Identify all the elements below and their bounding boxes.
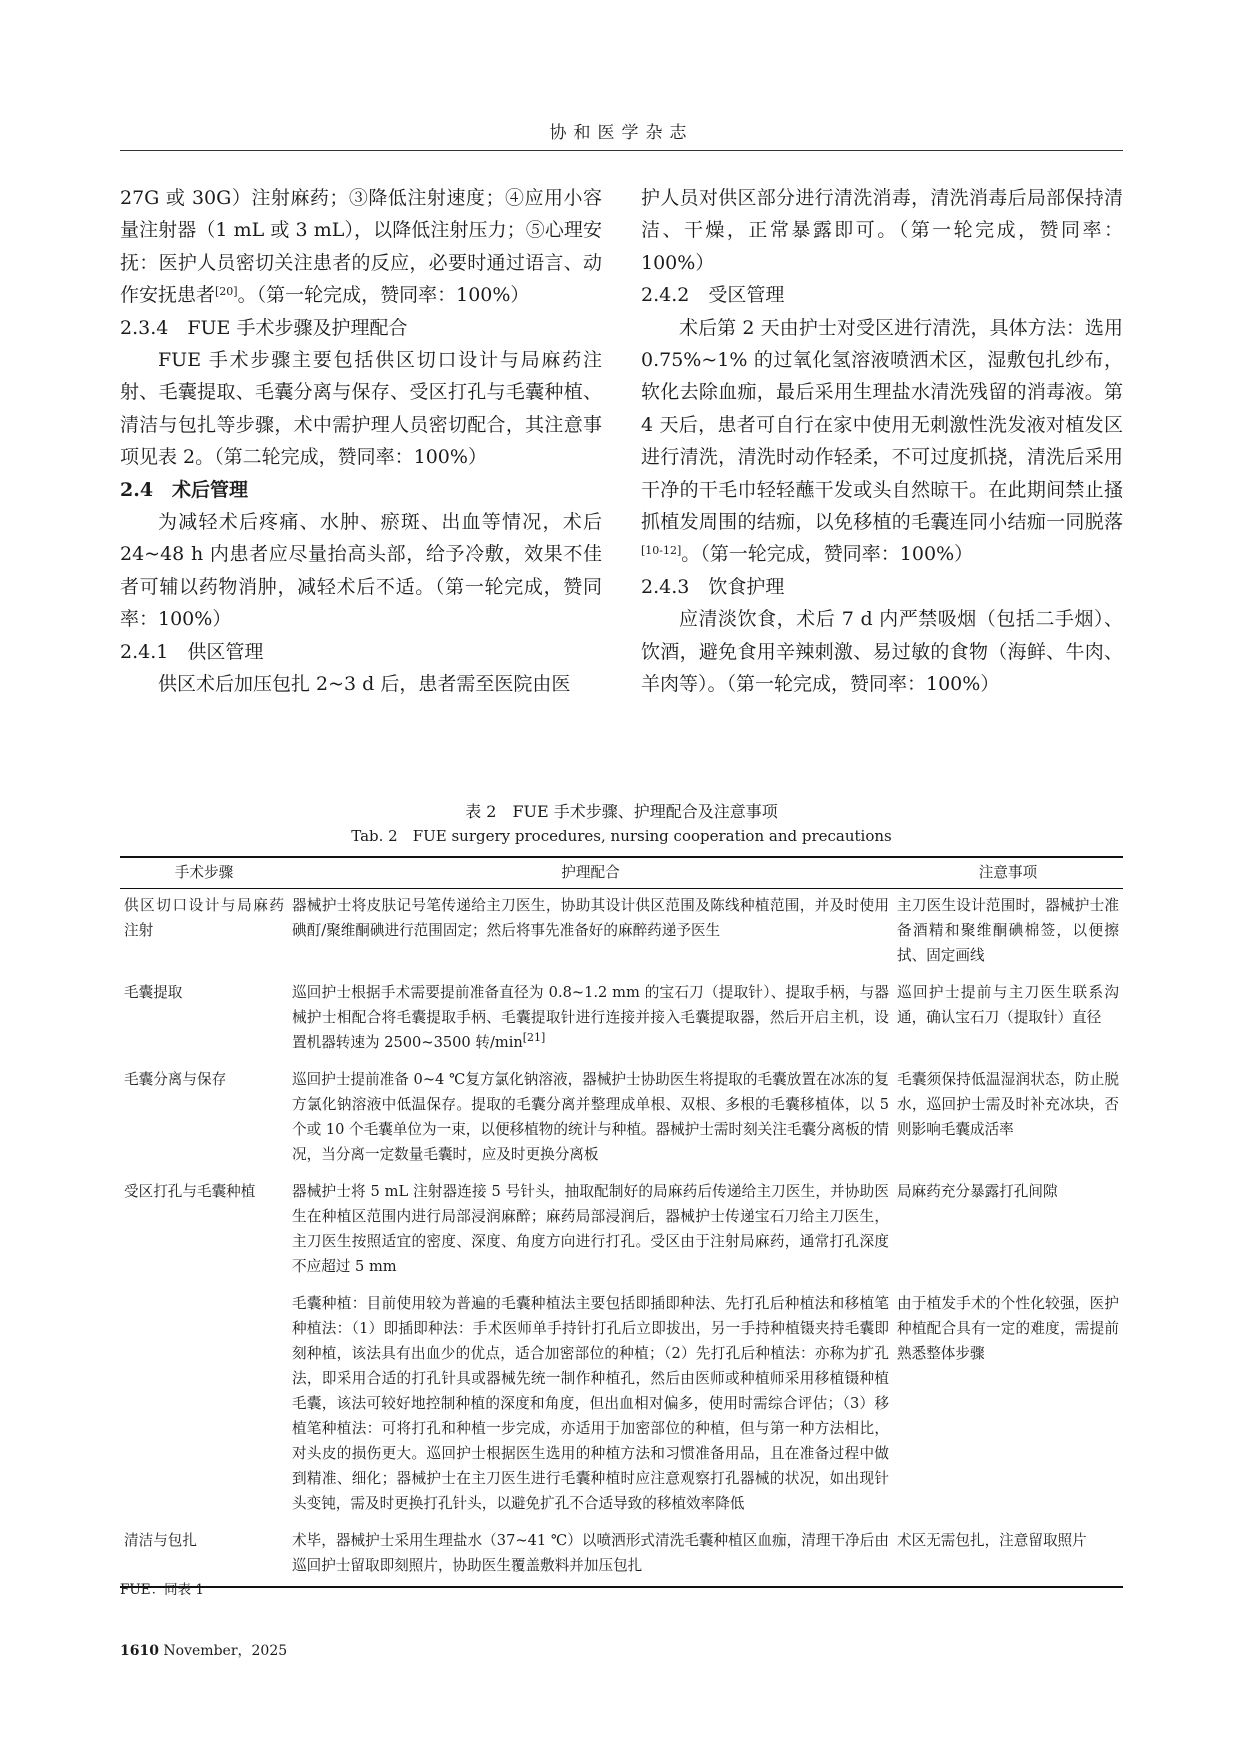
running-header: 协和医学杂志 bbox=[549, 123, 694, 143]
right-column bbox=[641, 182, 1123, 701]
precaution-cell: 术区无需包扎，注意留取照片 bbox=[893, 1524, 1123, 1587]
citation: [21] bbox=[522, 1031, 546, 1044]
citation: [20] bbox=[215, 285, 238, 299]
page-number: 1610 bbox=[120, 1643, 159, 1659]
paragraph: 应清淡饮食，术后 7 d 内严禁吸烟（包括二手烟）、饮酒，避免食用辛辣刺激、易过敏的食物（海鲜、牛肉、羊肉等）。（第一轮完成，赞同率：100%） bbox=[641, 608, 1123, 696]
cooperation-cell: 器械护士将 5 mL 注射器连接 5 号针头，抽取配制好的局麻药后传递给主刀医生，并协助医生在种植区范围内进行局部浸润麻醉；麻药局部浸润后，器械护士传递宝石刀给主刀医生，主刀医生按照适宜的密度、深度、角度方向进行打孔。受区由于注射局麻药，通常打孔深度不应超过 5 mm bbox=[292, 1183, 889, 1275]
issue-date: November，2025 bbox=[163, 1643, 288, 1659]
cell-text: 巡回护士根据手术需要提前准备直径为 0.8~1.2 mm 的宝石刀（提取针）、提取手柄，与器械护士相配合将毛囊提取手柄、毛囊提取针进行连接并接入毛囊提取器，然后开启主机，设置机器转速为 2500~3500 转/min bbox=[292, 984, 889, 1051]
table-header-row bbox=[120, 857, 1123, 889]
precaution-cell: 局麻药充分暴露打孔间隙 bbox=[897, 1183, 1058, 1200]
paragraph-text: 27G 或 30G）注射麻药；③降低注射速度；④应用小容量注射器（1 mL 或 3 mL），以降低注射压力；⑤心理安抚：医护人员密切关注患者的反应，必要时通过语言、动作安抚患者 bbox=[120, 187, 602, 307]
table-row bbox=[120, 1524, 1123, 1587]
column-header: 护理配合 bbox=[288, 857, 893, 889]
paragraph-text: 。（第一轮完成，赞同率：100%） bbox=[681, 543, 974, 566]
paragraph-text: 。（第一轮完成，赞同率：100%） bbox=[237, 284, 530, 307]
paragraph bbox=[120, 182, 602, 312]
paragraph: 护人员对供区部分进行清洗消毒，清洗消毒后局部保持清洁、干燥，正常暴露即可。（第一轮完成，赞同率：100%） bbox=[641, 187, 1123, 274]
table-2 bbox=[120, 856, 1123, 1588]
table-title-en: Tab. 2 FUE surgery procedures, nursing cooperation and precautions bbox=[351, 827, 892, 845]
paragraph-text: 术后第 2 天由护士对受区进行清洗，具体方法：选用 0.75%~1% 的过氧化氢溶液喷洒术区，湿敷包扎纱布，软化去除血痂，最后采用生理盐水清洗残留的消毒液。第 4 天后，患者可自行在家中使用无刺激性洗发液对植发区进行清洗，清洗时动作轻柔，不可过度抓挠，清洗后采用干净的干毛巾轻轻蘸干发或头自然晾干。在此期间禁止搔抓植发周围的结痂，以免移植的毛囊连同小结痂一同脱落 bbox=[641, 316, 1123, 534]
cooperation-cell: 巡回护士提前准备 0~4 ℃复方氯化钠溶液，器械护士协助医生将提取的毛囊放置在冰冻的复方氯化钠溶液中低温保存。提取的毛囊分离并整理成单根、双根、多根的毛囊移植体，以 5 个或 10 个毛囊单位为一束，以便移植物的统计与种植。器械护士需时刻关注毛囊分离板的情况，当分离一定数量毛囊时，应及时更换分离板 bbox=[292, 1071, 890, 1163]
cooperation-cell: 器械护士将皮肤记号笔传递给主刀医生，协助其设计供区范围及陈线种植范围，并及时使用碘酊/聚维酮碘进行范围固定；然后将事先准备好的麻醉药递予医生 bbox=[292, 897, 889, 939]
table-row bbox=[120, 1175, 1123, 1287]
column-header: 手术步骤 bbox=[120, 857, 288, 889]
table-row bbox=[120, 976, 1123, 1063]
precaution-cell: 主刀医生设计范围时，器械护士准备酒精和聚维酮碘棉签，以便擦拭、固定画线 bbox=[897, 897, 1119, 964]
section-heading-2-4: 2.4 术后管理 bbox=[120, 478, 249, 501]
column-header: 注意事项 bbox=[893, 857, 1123, 889]
citation: [10-12] bbox=[641, 544, 682, 558]
paragraph bbox=[641, 312, 1123, 571]
paragraph: FUE 手术步骤主要包括供区切口设计与局麻药注射、毛囊提取、毛囊分离与保存、受区打孔与毛囊种植、清洁与包扎等步骤，术中需护理人员密切配合，其注意事项见表 2。（第二轮完成，赞同率：100%） bbox=[120, 349, 602, 469]
left-column bbox=[120, 182, 602, 701]
header-rule bbox=[120, 150, 1123, 151]
section-heading-2-4-1: 2.4.1 供区管理 bbox=[120, 640, 264, 663]
table-footnote: FUE：同表 1 bbox=[120, 1582, 204, 1598]
precaution-cell: 毛囊须保持低温湿润状态，防止脱水，巡回护士需及时补充冰块，否则影响毛囊成活率 bbox=[897, 1071, 1119, 1138]
paragraph: 为减轻术后疼痛、水肿、瘀斑、出血等情况，术后 24~48 h 内患者应尽量抬高头部，给予冷敷，效果不佳者可辅以药物消肿，减轻术后不适。（第一轮完成，赞同率：100%） bbox=[120, 511, 602, 631]
section-heading-2-4-2: 2.4.2 受区管理 bbox=[641, 284, 785, 307]
precaution-cell: 巡回护士提前与主刀医生联系沟通，确认宝石刀（提取针）直径 bbox=[897, 984, 1119, 1026]
page-footer bbox=[120, 1640, 287, 1660]
step-cell: 毛囊提取 bbox=[124, 984, 183, 1001]
step-cell: 清洁与包扎 bbox=[120, 1524, 288, 1587]
precaution-cell: 由于植发手术的个性化较强，医护种植配合具有一定的难度，需提前熟悉整体步骤 bbox=[897, 1295, 1119, 1362]
table-caption bbox=[120, 800, 1123, 848]
table-row bbox=[120, 1287, 1123, 1524]
paragraph: 供区术后加压包扎 2~3 d 后，患者需至医院由医 bbox=[158, 673, 571, 696]
cooperation-cell: 术毕，器械护士采用生理盐水（37~41 ℃）以喷洒形式清洗毛囊种植区血痂，清理干净后由巡回护士留取即刻照片，协助医生覆盖敷料并加压包扎 bbox=[288, 1524, 893, 1587]
section-heading-2-3-4: 2.3.4 FUE 手术步骤及护理配合 bbox=[120, 316, 408, 339]
cooperation-cell: 毛囊种植：目前使用较为普遍的毛囊种植法主要包括即插即种法、先打孔后种植法和移植笔种植法：（1）即插即种法：手术医师单手持针打孔后立即拔出，另一手持种植镊夹持毛囊即刻种植，该法具有出血少的优点，适合加密部位的种植；（2）先打孔后种植法：亦称为扩孔法，即采用合适的打孔针具或器械先统一制作种植孔，然后由医师或种植师采用移植镊种植毛囊，该法可较好地控制种植的深度和角度，但出血相对偏多，使用时需综合评估；（3）移植笔种植法：可将打孔和种植一步完成，亦适用于加密部位的种植，但与第一种方法相比，对头皮的损伤更大。巡回护士根据医生选用的种植方法和习惯准备用品，且在准备过程中做到精准、细化；器械护士在主刀医生进行毛囊种植时应注意观察打孔器械的状况，如出现针头变钝，需及时更换打孔针头，以避免扩孔不合适导致的移植效率降低 bbox=[292, 1295, 889, 1512]
step-cell: 供区切口设计与局麻药注射 bbox=[124, 897, 284, 939]
step-cell: 受区打孔与毛囊种植 bbox=[124, 1183, 256, 1200]
table-row bbox=[120, 1063, 1123, 1175]
cooperation-cell bbox=[288, 976, 893, 1063]
section-heading-2-4-3: 2.4.3 饮食护理 bbox=[641, 575, 785, 598]
step-cell bbox=[120, 1287, 288, 1524]
step-cell: 毛囊分离与保存 bbox=[124, 1071, 227, 1088]
table-title-cn: 表 2 FUE 手术步骤、护理配合及注意事项 bbox=[465, 802, 778, 821]
table-row bbox=[120, 889, 1123, 977]
